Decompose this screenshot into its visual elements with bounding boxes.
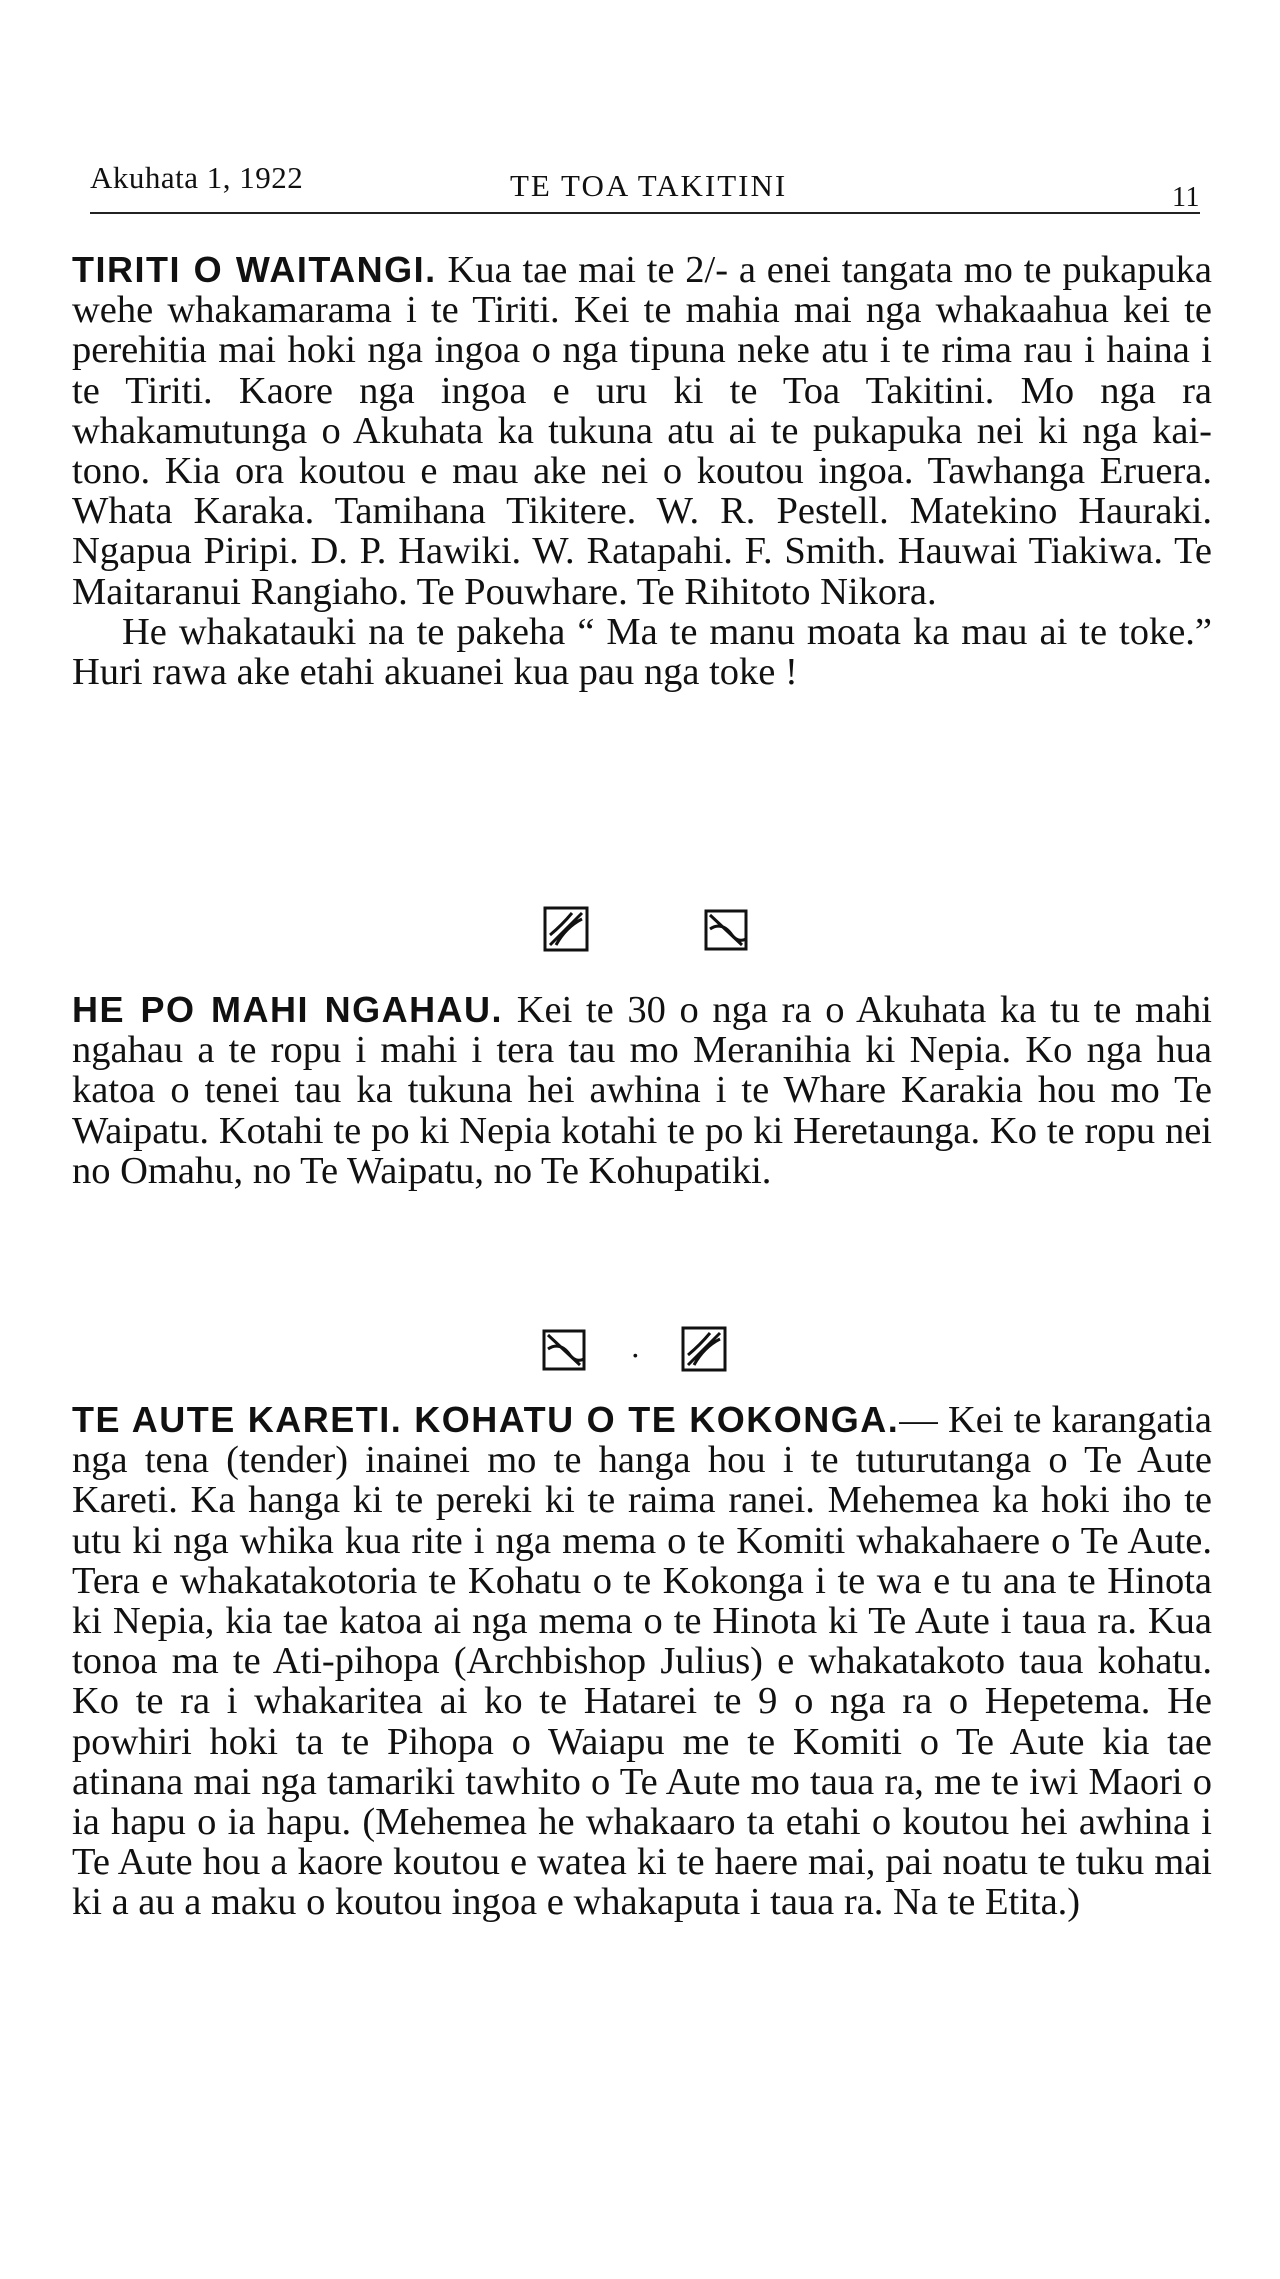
article-te-aute-kareti <box>72 1400 1212 1923</box>
fleuron-ornament-icon <box>702 905 750 953</box>
ornament-divider <box>72 905 1212 965</box>
fleuron-ornament-icon <box>542 905 590 953</box>
article-heading: HE PO MAHI NGAHAU. <box>72 989 504 1030</box>
fleuron-ornament-icon <box>540 1325 588 1373</box>
article-he-po-mahi-ngahau <box>72 990 1212 1191</box>
ornament-divider <box>72 1325 1212 1385</box>
fleuron-ornament-icon <box>680 1325 728 1373</box>
publication-title: TE TOA TAKITINI <box>510 168 788 203</box>
article-paragraph <box>72 1400 1212 1923</box>
issue-date: Akuhata 1, 1922 <box>90 160 304 195</box>
article-tiriti-o-waitangi <box>72 250 1212 692</box>
header-rule <box>90 212 1200 214</box>
article-heading: TE AUTE KARETI. KOHATU O TE KOKONGA. <box>72 1399 900 1440</box>
separator-dot-icon: · <box>630 1337 641 1373</box>
page-number: 11 <box>1172 182 1200 213</box>
article-body: Kua tae mai te 2/- a enei tangata mo te pukapuka wehe whakamarama i te Tiriti. Kei te mahia mai nga whakaahua kei te perehitia mai hoki nga ingoa o nga tipuna neke atu i te rima rau i haina i te Tiriti. Kaore nga ingoa e uru ki te Toa Takitini. Mo nga ra whakamutunga o Akuhata ka tukuna atu ai te pukapuka nei ki nga kai-tono. Kia ora koutou e mau ake nei o koutou ingoa. Tawhanga Eruera. Whata Karaka. Tamihana Tikitere. W. R. Pestell. Matekino Hauraki. Ngapua Piripi. D. P. Hawiki. W. Ratapahi. F. Smith. Hauwai Tiakiwa. Te Maitaranui Rangiaho. Te Pouwhare. Te Rihitoto Nikora. <box>72 249 1213 613</box>
article-paragraph <box>72 250 1212 612</box>
running-header <box>90 160 1200 213</box>
article-body: — Kei te karangatia nga tena (tender) inainei mo te hanga hou i te tuturutanga o Te Aute Kareti. Ka hanga ki te pereki ki te raima ranei. Mehemea ka hoki iho te utu ki nga whika kua rite i nga mema o te Komiti whakahaere o Te Aute. Tera e whakatakotoria te Kohatu o te Kokonga i te wa e tu ana te Hinota ki Nepia, kia tae katoa ai nga mema o te Hinota ki Te Aute i taua ra. Kua tonoa ma te Ati-pihopa (Archbishop Julius) e whakatakoto taua kohatu. Ko te ra i whakaritea ai ko te Hatarei te 9 o nga ra o Hepetema. He powhiri hoki ta te Pihopa o Waiapu me te Komiti o Te Aute kia tae atinana mai nga tamariki tawhito o Te Aute mo taua ra, me te iwi Maori o ia hapu o ia hapu. (Mehemea he whakaaro ta etahi o koutou hei awhina i Te Aute hou a kaore koutou e watea ki te haere mai, pai noatu te tuku mai ki a au a maku o koutou ingoa e whakaputa i taua ra. Na te Etita.) <box>72 1399 1212 1924</box>
article-paragraph: He whakatauki na te pakeha “ Ma te manu moata ka mau ai te toke.” Huri rawa ake etahi akuanei kua pau nga toke ! <box>72 610 1212 694</box>
article-body: Kei te 30 o nga ra o Akuhata ka tu te mahi ngahau a te ropu i mahi i tera tau mo Meranihia ki Nepia. Ko nga hua katoa o tenei tau ka tukuna hei awhina i te Whare Karakia hou mo Te Waipatu. Kotahi te po ki Nepia kotahi te po ki Heretaunga. Ko te ropu nei no Omahu, no Te Waipatu, no Te Kohupatiki. <box>72 989 1212 1192</box>
article-paragraph <box>72 990 1212 1191</box>
article-heading: TIRITI O WAITANGI. <box>72 249 437 290</box>
